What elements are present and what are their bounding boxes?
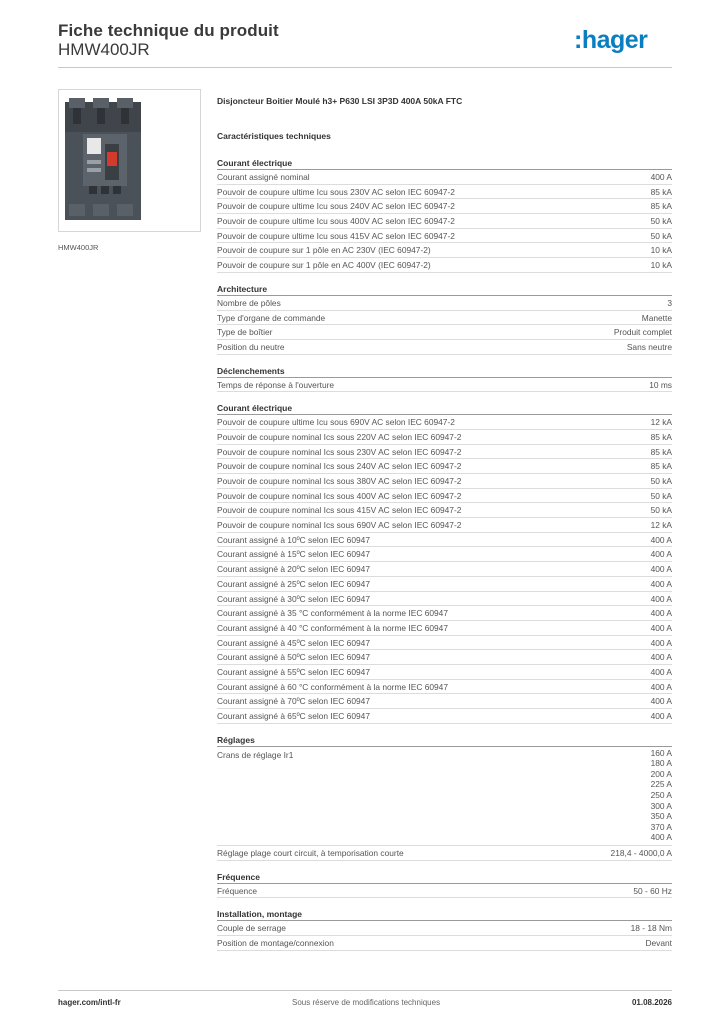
spec-row [217,415,672,430]
spec-value: Sans neutre [626,341,672,352]
spec-label: Couple de serrage [217,923,286,934]
footer-website: hager.com/intl-fr [58,998,121,1007]
spec-section [217,157,672,273]
spec-row [217,170,672,185]
page-title: Fiche technique du produit [58,21,279,40]
spec-value: 50 kA [650,476,672,486]
spec-value: 85 kA [650,201,672,212]
spec-value: 50 kA [650,216,672,227]
spec-value-item: 200 A [650,768,672,779]
section-heading: Courant électrique [217,157,672,170]
spec-row [217,459,672,474]
spec-row [217,846,672,861]
spec-value: 400 A [650,564,672,575]
spec-row [217,503,672,518]
spec-row [217,474,672,489]
image-caption: HMW400JR [58,243,99,252]
spec-label: Courant assigné nominal [217,172,310,182]
spec-value: 400 A [650,711,672,721]
section-heading: Installation, montage [217,908,672,921]
spec-row [217,709,672,724]
spec-sections [217,157,672,951]
spec-value: 85 kA [650,461,672,472]
spec-row [217,936,672,951]
spec-label: Pouvoir de coupure nominal Ics sous 220V AC selon IEC 60947-2 [217,431,462,442]
spec-row [217,340,672,355]
product-description: Disjoncteur Boitier Moulé h3+ P630 LSI 3P3D 400A 50kA FTC [217,96,463,106]
spec-label: Réglage plage court circuit, à temporisation courte [217,848,404,859]
spec-label: Pouvoir de coupure sur 1 pôle en AC 230V (IEC 60947-2) [217,245,431,256]
spec-value: 400 A [650,681,672,692]
svg-text::hager: :hager [574,26,648,54]
spec-section [217,402,672,723]
spec-value: Devant [645,938,672,949]
spec-value: 50 kA [650,505,672,516]
spec-label: Type de boîtier [217,327,273,338]
spec-label: Pouvoir de coupure ultime Icu sous 415V AC selon IEC 60947-2 [217,230,455,241]
spec-label: Pouvoir de coupure ultime Icu sous 240V AC selon IEC 60947-2 [217,201,455,212]
spec-value: 3 [667,297,672,308]
spec-value: 50 kA [650,230,672,241]
spec-row [217,577,672,592]
spec-label: Pouvoir de coupure nominal Ics sous 690V AC selon IEC 60947-2 [217,520,462,531]
spec-value-item: 350 A [650,811,672,822]
spec-row [217,185,672,200]
spec-row [217,296,672,311]
spec-row [217,650,672,665]
spec-section [217,871,672,899]
spec-row [217,378,672,393]
spec-label: Temps de réponse à l'ouverture [217,379,335,390]
spec-label: Courant assigné à 20ºC selon IEC 60947 [217,564,370,575]
spec-value: 50 kA [650,490,672,501]
spec-row [217,562,672,577]
product-code: HMW400JR [58,40,150,59]
spec-label: Pouvoir de coupure nominal Ics sous 415V AC selon IEC 60947-2 [217,505,462,516]
spec-label: Courant assigné à 55ºC selon IEC 60947 [217,666,370,677]
spec-label: Type d'organe de commande [217,312,326,323]
spec-value: Manette [641,312,672,323]
section-heading: Réglages [217,734,672,747]
spec-row [217,533,672,548]
spec-value-item: 250 A [650,790,672,801]
spec-value: 85 kA [650,186,672,197]
spec-label: Pouvoir de coupure nominal Ics sous 230V AC selon IEC 60947-2 [217,446,462,457]
spec-label: Courant assigné à 65ºC selon IEC 60947 [217,711,370,721]
spec-value-item: 225 A [650,779,672,790]
spec-row [217,606,672,621]
spec-value: 85 kA [650,431,672,442]
spec-value: 400 A [650,666,672,677]
spec-value-item: 180 A [650,758,672,769]
footer-divider [58,990,672,991]
spec-section [217,365,672,393]
spec-row [217,430,672,445]
product-image [58,89,201,232]
hager-logo [574,26,672,56]
spec-label: Pouvoir de coupure ultime Icu sous 690V AC selon IEC 60947-2 [217,417,455,428]
spec-value-item: 370 A [650,821,672,832]
spec-value: 12 kA [650,520,672,531]
spec-value: 400 A [650,593,672,604]
spec-row [217,665,672,680]
spec-label: Courant assigné à 60 °C conformément à la norme IEC 60947 [217,681,448,692]
spec-row [217,214,672,229]
spec-value: 85 kA [650,446,672,457]
spec-value: 400 A [650,696,672,707]
spec-row [217,621,672,636]
specifications [217,96,672,951]
spec-value: 12 kA [650,417,672,428]
spec-value: 50 - 60 Hz [633,885,672,896]
tech-characteristics-title: Caractéristiques techniques [217,131,331,141]
spec-value: 10 kA [650,245,672,256]
spec-row [217,445,672,460]
spec-value: Produit complet [613,327,672,338]
spec-value-item: 300 A [650,800,672,811]
spec-row [217,884,672,899]
section-heading: Courant électrique [217,402,672,415]
spec-value: 218,4 - 4000,0 A [610,848,672,859]
spec-row [217,199,672,214]
spec-label: Courant assigné à 45ºC selon IEC 60947 [217,637,370,648]
spec-value: 400 A [650,172,672,182]
footer-notice: Sous réserve de modifications techniques [292,998,441,1007]
spec-value: 400 A [650,622,672,633]
spec-row [217,229,672,244]
spec-label: Nombre de pôles [217,297,281,308]
spec-label: Position de montage/connexion [217,938,334,949]
section-heading: Architecture [217,283,672,296]
spec-label: Pouvoir de coupure nominal Ics sous 240V AC selon IEC 60947-2 [217,461,462,472]
spec-value: 10 ms [649,379,672,390]
spec-label: Pouvoir de coupure sur 1 pôle en AC 400V (IEC 60947-2) [217,260,431,271]
spec-value: 400 A [650,578,672,589]
section-heading: Fréquence [217,871,672,884]
section-heading: Déclenchements [217,365,672,378]
spec-row [217,518,672,533]
spec-row [217,680,672,695]
spec-label: Pouvoir de coupure ultime Icu sous 230V AC selon IEC 60947-2 [217,186,455,197]
spec-section [217,908,672,950]
spec-label: Pouvoir de coupure nominal Ics sous 400V AC selon IEC 60947-2 [217,490,462,501]
spec-row [217,547,672,562]
footer-date: 01.08.2026 [631,998,672,1007]
spec-row [217,243,672,258]
spec-row [217,325,672,340]
spec-label: Courant assigné à 70ºC selon IEC 60947 [217,696,370,707]
spec-value-item: 400 A [650,832,672,843]
circuit-breaker-icon [59,90,200,231]
spec-value: 18 - 18 Nm [630,923,672,934]
spec-label: Crans de réglage Ir1 [217,749,294,760]
spec-label: Courant assigné à 50ºC selon IEC 60947 [217,652,370,663]
spec-value: 400 A [650,534,672,545]
spec-row [217,258,672,273]
spec-label: Pouvoir de coupure ultime Icu sous 400V AC selon IEC 60947-2 [217,216,455,227]
spec-label: Courant assigné à 35 °C conformément à la norme IEC 60947 [217,608,448,619]
spec-value: 400 A [650,549,672,560]
spec-value: 400 A [650,652,672,663]
spec-label: Courant assigné à 10ºC selon IEC 60947 [217,534,370,545]
spec-label: Position du neutre [217,341,285,352]
spec-row [217,747,672,846]
spec-label: Courant assigné à 40 °C conformément à la norme IEC 60947 [217,622,448,633]
spec-label: Courant assigné à 25ºC selon IEC 60947 [217,578,370,589]
spec-label: Pouvoir de coupure nominal Ics sous 380V AC selon IEC 60947-2 [217,476,462,486]
spec-row [217,636,672,651]
spec-row [217,694,672,709]
spec-row [217,592,672,607]
hager-logo-icon [574,26,672,56]
spec-value: 10 kA [650,260,672,271]
spec-value: 400 A [650,637,672,648]
spec-value-item: 160 A [650,747,672,758]
spec-row [217,489,672,504]
spec-label: Courant assigné à 15ºC selon IEC 60947 [217,549,370,560]
spec-section [217,283,672,355]
spec-label: Fréquence [217,885,258,896]
spec-row [217,311,672,326]
spec-row [217,921,672,936]
spec-section [217,734,672,861]
header-divider [58,67,672,68]
spec-label: Courant assigné à 30ºC selon IEC 60947 [217,593,370,604]
spec-value [651,748,672,843]
spec-value: 400 A [650,608,672,619]
